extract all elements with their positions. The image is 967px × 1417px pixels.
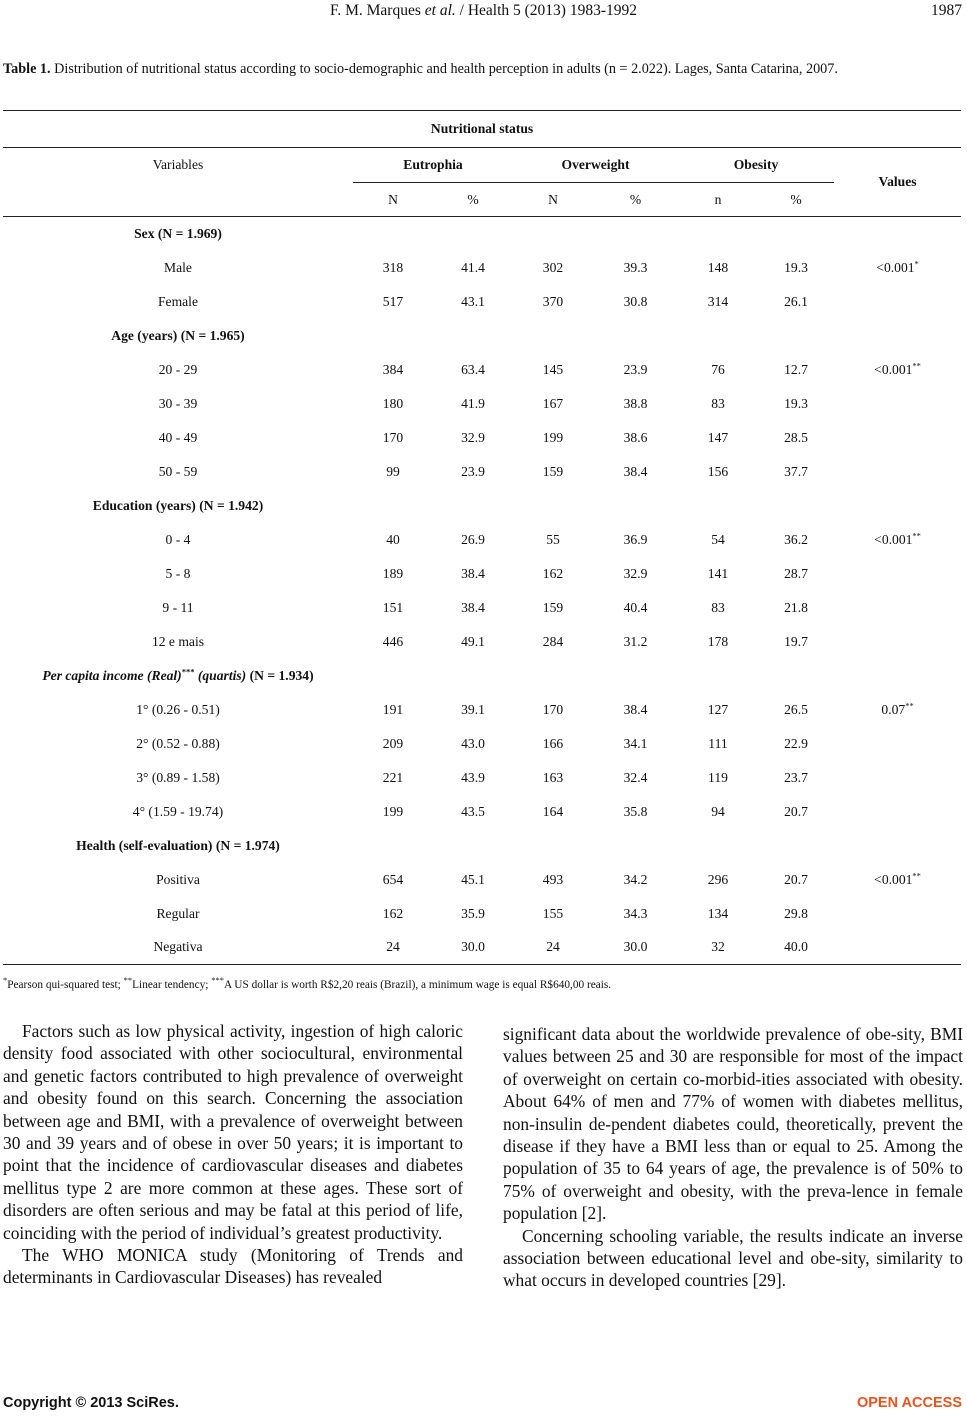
section-title (3, 659, 353, 693)
p-value-mark: ** (905, 699, 914, 710)
section-header-row (3, 319, 961, 353)
section-header-row (3, 829, 961, 863)
table-cell: 30.0 (433, 931, 513, 965)
header-etal: et al. (424, 2, 456, 19)
table-cell: 302 (542, 259, 564, 275)
section-spacer-cell (758, 489, 834, 523)
table-cell: 55 (546, 531, 560, 547)
table-row (3, 353, 961, 387)
table-cell: 43.5 (461, 803, 485, 819)
section-title: Education (years) (N = 1.942) (92, 497, 264, 513)
table-cell: 23.9 (623, 361, 648, 377)
row-label: 20 - 29 (158, 361, 198, 377)
row-label: 30 - 39 (158, 395, 198, 411)
section-header-row (3, 659, 961, 693)
row-label: Female (157, 293, 198, 309)
table-cell: 29.8 (784, 905, 808, 921)
p-value-mark: * (914, 257, 919, 268)
section-spacer-cell (834, 489, 961, 523)
section-spacer-cell (593, 217, 678, 251)
table-footnote (3, 975, 963, 991)
section-title-sup: *** (181, 665, 195, 676)
table-cell: 178 (707, 633, 729, 649)
row-label: 12 e mais (151, 633, 205, 649)
header-authors: F. M. Marques (329, 2, 421, 19)
section-spacer-cell (513, 217, 593, 251)
section-spacer-cell (353, 319, 433, 353)
section-header-row (3, 489, 961, 523)
table-cell: 221 (382, 769, 404, 785)
section-spacer-cell (353, 489, 433, 523)
table-cell: 155 (542, 905, 564, 921)
p-value-mark: ** (912, 869, 921, 880)
row-label: 0 - 4 (165, 531, 191, 547)
p-value-cell (834, 727, 961, 761)
table-cell: 20.7 (784, 871, 808, 887)
section-spacer-cell (433, 659, 513, 693)
table-cell: 26.5 (784, 701, 808, 717)
row-label: Regular (156, 905, 200, 921)
table-cell: 83 (711, 599, 725, 615)
table-cell: 370 (542, 293, 564, 309)
table-row (3, 931, 961, 965)
table-cell: 83 (711, 395, 725, 411)
table-cell: 30.8 (623, 293, 648, 309)
nutritional-status-table (3, 110, 961, 965)
section-spacer-cell (353, 217, 433, 251)
p-value-cell (834, 455, 961, 489)
values-header: Values (834, 148, 961, 217)
table-cell: 35.9 (461, 905, 485, 921)
row-label: 4° (1.59 - 19.74) (132, 803, 224, 819)
section-title-part: Per capita income (42, 667, 144, 683)
table-cell: 318 (382, 259, 404, 275)
p-value-cell (834, 353, 961, 387)
table-row (3, 761, 961, 795)
section-spacer-cell (593, 829, 678, 863)
table-cell: 26.1 (784, 293, 808, 309)
group-header: Nutritional status (3, 111, 961, 148)
footnote-mark: ** (123, 975, 133, 986)
table-row (3, 251, 961, 285)
table-row (3, 693, 961, 727)
section-spacer-cell (678, 489, 758, 523)
running-head-citation (0, 2, 967, 20)
table-cell: 36.9 (623, 531, 648, 547)
footnote-mark: *** (211, 975, 224, 986)
p-value-cell (834, 591, 961, 625)
subheader-blank (3, 183, 353, 217)
p-value-cell (834, 897, 961, 931)
p-value-cell (834, 761, 961, 795)
section-title-part: (N = 1.934) (249, 667, 314, 683)
table-cell: 54 (711, 531, 725, 547)
table-cell: 446 (382, 633, 404, 649)
row-label: 3° (0.89 - 1.58) (136, 769, 220, 785)
table-cell: 284 (542, 633, 564, 649)
section-title-part: (quartis) (197, 667, 247, 683)
section-spacer-cell (513, 829, 593, 863)
section-spacer-cell (758, 319, 834, 353)
table-cell: 167 (542, 395, 564, 411)
row-label: Positiva (156, 871, 200, 887)
row-label: 40 - 49 (158, 429, 198, 445)
table-cell: 38.4 (461, 599, 485, 615)
page-footer (0, 1395, 967, 1415)
table-cell: 199 (382, 803, 404, 819)
table-cell: 127 (707, 701, 729, 717)
table-cell: 166 (542, 735, 564, 751)
p-value-cell (834, 387, 961, 421)
table-row (3, 897, 961, 931)
section-title: Health (self-evaluation) (N = 1.974) (76, 837, 280, 853)
body-column-right (503, 1023, 963, 1292)
table-cell: 24 (353, 931, 433, 965)
table-cell: 493 (542, 871, 564, 887)
table-cell: 21.8 (784, 599, 808, 615)
table-cell: 30.0 (593, 931, 678, 965)
table-cell: 36.2 (784, 531, 808, 547)
p-value-cell (834, 523, 961, 557)
table-cell: 39.1 (461, 701, 485, 717)
section-title-part: (Real) (146, 667, 182, 683)
category-header-eutrophia: Eutrophia (353, 148, 513, 183)
table-cell: 22.9 (784, 735, 808, 751)
section-spacer-cell (593, 659, 678, 693)
table-cell: 191 (382, 701, 404, 717)
table-cell: 40.4 (623, 599, 648, 615)
table-row (3, 591, 961, 625)
p-value-cell (834, 421, 961, 455)
table-row (3, 727, 961, 761)
subheader-cell: N (513, 183, 593, 217)
section-spacer-cell (678, 217, 758, 251)
table-cell: 39.3 (623, 259, 648, 275)
copyright: Copyright © 2013 SciRes. (3, 1395, 179, 1411)
footnote-mark: * (3, 975, 8, 986)
page-number: 1987 (931, 2, 962, 19)
table-cell: 41.9 (461, 395, 485, 411)
table-cell: 38.4 (623, 463, 648, 479)
section-spacer-cell (513, 319, 593, 353)
table-cell: 32 (678, 931, 758, 965)
table-cell: 180 (382, 395, 404, 411)
p-value-cell (834, 285, 961, 319)
table-row (3, 625, 961, 659)
table-cell: 170 (542, 701, 564, 717)
row-label: 50 - 59 (158, 463, 198, 479)
table-cell: 40.0 (758, 931, 834, 965)
p-value: <0.001 (874, 871, 913, 887)
table-cell: 32.4 (623, 769, 648, 785)
table-cell: 28.5 (784, 429, 808, 445)
p-value: <0.001 (874, 531, 913, 547)
table-cell: 32.9 (623, 565, 648, 581)
table-cell: 38.6 (623, 429, 648, 445)
row-label: Negativa (3, 931, 353, 965)
p-value-cell (834, 795, 961, 829)
table-cell: 159 (542, 463, 564, 479)
section-header-row (3, 217, 961, 251)
table-row (3, 421, 961, 455)
section-spacer-cell (513, 489, 593, 523)
table-cell: 162 (382, 905, 404, 921)
p-value-cell (834, 251, 961, 285)
table-cell: 31.2 (623, 633, 648, 649)
p-value: 0.07 (881, 701, 906, 717)
subheader-cell: n (678, 183, 758, 217)
section-spacer-cell (593, 489, 678, 523)
row-label: 9 - 11 (162, 599, 194, 615)
table-caption (3, 59, 963, 79)
body-paragraph: Concerning schooling variable, the results indicate an inverse association between educational level and obe-sity, similarity to what occurs in developed countries [29]. (503, 1225, 963, 1291)
table-cell: 314 (707, 293, 729, 309)
category-header-obesity: Obesity (678, 148, 834, 183)
p-value-cell (834, 693, 961, 727)
header-journal: / Health 5 (2013) 1983-1992 (459, 2, 637, 19)
table-cell: 156 (707, 463, 729, 479)
subheader-cell: % (593, 183, 678, 217)
table-cell: 37.7 (784, 463, 808, 479)
table-row (3, 455, 961, 489)
table-cell: 38.8 (623, 395, 648, 411)
p-value: <0.001 (874, 361, 913, 377)
p-value-cell (834, 557, 961, 591)
table-cell: 23.9 (461, 463, 485, 479)
section-spacer-cell (758, 829, 834, 863)
table-cell: 111 (708, 735, 728, 751)
body-paragraph: significant data about the worldwide prevalence of obe-sity, BMI values between 25 and 30 are responsible for most of the impact of overweight on certain co-morbid-ities associated with obesity. About 64% of men and 77% of women with diabetes mellitus, non-insulin de-pendent diabetes could, theoretically, prevent the disease if they have a BMI less than or equal to 25. Among the population of 35 to 64 years of age, the prevalence is of 50% to 75% of overweight and obesity, with the preva-lence in female population [2]. (503, 1024, 963, 1224)
table-cell: 43.1 (461, 293, 485, 309)
section-spacer-cell (834, 319, 961, 353)
p-value-cell (834, 625, 961, 659)
table-cell: 12.7 (784, 361, 808, 377)
section-spacer-cell (758, 217, 834, 251)
table-row (3, 523, 961, 557)
section-spacer-cell (433, 829, 513, 863)
p-value-mark: ** (912, 359, 921, 370)
section-spacer-cell (513, 659, 593, 693)
table-cell: 32.9 (461, 429, 485, 445)
table-row (3, 387, 961, 421)
footnote-text: Pearson qui-squared test; (7, 979, 124, 991)
section-title: Sex (N = 1.969) (134, 225, 222, 241)
body-paragraph: Factors such as low physical activity, ingestion of high caloric density food associated with other sociocultural, environmental and genetic factors contributed to high prevalence of overweight and obesity found on this search. Concerning the association between age and BMI, with a prevalence of overweight between 30 and 39 years and of obese in over 50 years; it is important to point that the incidence of cardiovascular diseases and diabetes mellitus type 2 are more common at these ages. These sort of disorders are often serious and may be fatal at this period of life, coinciding with the period of individual’s greatest productivity. (3, 1021, 463, 1243)
table-cell: 99 (386, 463, 400, 479)
table-cell: 170 (382, 429, 404, 445)
section-spacer-cell (433, 489, 513, 523)
p-value-cell (834, 863, 961, 897)
category-header-overweight: Overweight (513, 148, 678, 183)
table-cell: 26.9 (461, 531, 485, 547)
section-spacer-cell (758, 659, 834, 693)
table-cell: 199 (542, 429, 564, 445)
section-spacer-cell (353, 829, 433, 863)
table-cell: 34.1 (623, 735, 648, 751)
table-cell: 141 (707, 565, 729, 581)
row-label: 1° (0.26 - 0.51) (136, 701, 220, 717)
table-cell: 45.1 (461, 871, 485, 887)
table-label: Table 1. (3, 61, 51, 77)
table-cell: 38.4 (623, 701, 648, 717)
table-cell: 43.0 (461, 735, 485, 751)
table-cell: 119 (708, 769, 728, 785)
subheader-cell: % (433, 183, 513, 217)
section-spacer-cell (353, 659, 433, 693)
table-cell: 20.7 (784, 803, 808, 819)
subheader-cell: N (353, 183, 433, 217)
table-cell: 19.3 (784, 395, 808, 411)
table-cell: 147 (707, 429, 729, 445)
table-body (3, 217, 961, 965)
footnote-text: A US dollar is worth R$2,20 reais (Brazil), a minimum wage is equal R$640,00 reais. (223, 979, 612, 991)
p-value-mark: ** (912, 529, 921, 540)
section-spacer-cell (678, 319, 758, 353)
table-cell: 38.4 (461, 565, 485, 581)
table-cell: 34.3 (623, 905, 648, 921)
table-cell: 145 (542, 361, 564, 377)
section-spacer-cell (433, 319, 513, 353)
table-cell: 43.9 (461, 769, 485, 785)
section-spacer-cell (433, 217, 513, 251)
table-cell: 23.7 (784, 769, 808, 785)
table-cell: 162 (542, 565, 564, 581)
table-cell: 24 (513, 931, 593, 965)
section-spacer-cell (678, 659, 758, 693)
table-cell: 41.4 (461, 259, 485, 275)
table-cell: 148 (707, 259, 729, 275)
running-head (0, 2, 967, 22)
row-label: 2° (0.52 - 0.88) (136, 735, 220, 751)
section-title: Age (years) (N = 1.965) (111, 327, 245, 343)
table-cell: 94 (711, 803, 725, 819)
body-paragraph: The WHO MONICA study (Monitoring of Trends and determinants in Cardiovascular Diseases) has revealed (3, 1245, 463, 1288)
table-row (3, 863, 961, 897)
section-spacer-cell (834, 659, 961, 693)
table-caption-text: Distribution of nutritional status according to socio-demographic and health perception in adults (n = 2.022). Lages, Santa Catarina, 2007. (54, 61, 838, 77)
table-cell: 296 (707, 871, 729, 887)
table-cell: 517 (382, 293, 404, 309)
p-value: <0.001 (876, 259, 915, 275)
table-cell: 189 (382, 565, 404, 581)
table-cell: 28.7 (784, 565, 808, 581)
table-cell: 34.2 (623, 871, 648, 887)
row-label: Male (164, 259, 192, 275)
table-cell: 151 (382, 599, 404, 615)
section-spacer-cell (678, 829, 758, 863)
table-cell: 164 (542, 803, 564, 819)
table-cell: 63.4 (461, 361, 485, 377)
table-row (3, 285, 961, 319)
section-spacer-cell (593, 319, 678, 353)
table-cell: 76 (711, 361, 725, 377)
table-row (3, 795, 961, 829)
footnote-text: Linear tendency; (132, 979, 212, 991)
table-row (3, 557, 961, 591)
row-label: 5 - 8 (165, 565, 191, 581)
table-cell: 40 (386, 531, 400, 547)
table-cell: 19.7 (784, 633, 808, 649)
subheader-cell: % (758, 183, 834, 217)
open-access-badge: OPEN ACCESS (856, 1395, 962, 1411)
table-cell: 654 (382, 871, 404, 887)
section-spacer-cell (834, 829, 961, 863)
table-cell: 134 (707, 905, 729, 921)
p-value-cell (834, 931, 961, 965)
table-cell: 163 (542, 769, 564, 785)
table-cell: 209 (382, 735, 404, 751)
table-cell: 49.1 (461, 633, 485, 649)
body-column-left (3, 1020, 463, 1289)
table-cell: 35.8 (623, 803, 648, 819)
section-spacer-cell (834, 217, 961, 251)
table-cell: 19.3 (784, 259, 808, 275)
variables-header: Variables (152, 157, 204, 173)
table-cell: 159 (542, 599, 564, 615)
table-cell: 384 (382, 361, 404, 377)
